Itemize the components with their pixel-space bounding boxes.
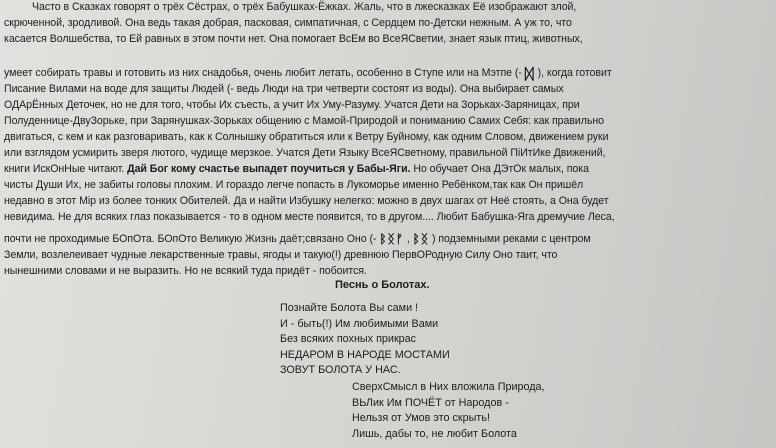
- prose-line: [4, 231, 772, 247]
- poem-title: Песнь о Болотах.: [335, 279, 430, 291]
- prose-line: Полуденнице-ДвуЗорьке, при Зарянушках-Зорьках общению с Мамой-Природой и пониманию Самих Себя: как правильно: [4, 115, 605, 127]
- prose-text: ,: [406, 233, 410, 245]
- poem-line: ВЬЛик Им ПОЧЁТ от Народов -: [352, 396, 509, 409]
- prose-line: ОДАрЁнных Деточек, но не для того, чтобы Их съесть, а учит Их Уму-Разуму. Учатся Дети на Зорьках-Заряницах, при: [4, 99, 580, 111]
- rune-glyph-icon: ᛒᛝ: [412, 232, 430, 246]
- prose-text: ), когда готовит: [537, 67, 612, 79]
- prose-line: касается Волшебства, то Ей равных в этом почти нет. Она помогает ВсЕм во ВсеЯСветии, знает язык птиц, животных,: [4, 33, 583, 45]
- prose-line: [4, 65, 772, 81]
- prose-line: скрюченной, зродливой. Она ведь такая добрая, пасковая, симпатичная, с Сердцем по-Детски нежным. А уж то, что: [4, 17, 572, 29]
- prose-text: умеет собирать травы и готовить из них снадобья, очень любит летать, особенно в Ступе или на Мэтпе (-: [4, 67, 522, 79]
- prose-line: или взглядом усмирить зверя лютого, чудище мерзкое. Учатся Дети Языку ВсеЯСветному, правильной ПіИтИке Движений,: [4, 147, 606, 159]
- poem-line: Без всяких похных прикрас: [280, 333, 417, 346]
- prose-text: почти не проходимые БОпОта. БОпОто Великую Жизнь даёт;связано Оно (-: [4, 233, 377, 245]
- poem-line: СверхСмысл в Них вложила Природа,: [352, 381, 545, 393]
- prose-line: чисты Души Их, не забиты головы плохим. И гораздо легче попасть в Лукоморье именно Ребёнком,так как Он пришёл: [4, 179, 584, 191]
- prose-line: двигаться, с кем и как разговаривать, как к Солнышку обратиться или к Ветру Буйному, как одним Словом, движением руки: [4, 131, 609, 143]
- prose-line: Земли, возлелеивает чудные лекарственные травы, ягоды и такую(!) древнюю ПервОРодную Силу Оно таит, что: [4, 249, 558, 261]
- poem-line: ЗОВУТ БОЛОТА У НАС.: [280, 364, 401, 377]
- rune-glyph-icon: ᛒᛝᚠ: [379, 232, 404, 246]
- prose-text: ) подземными реками с центром: [431, 233, 591, 245]
- prose-line: Писание Вилами на воде для защиты Людей (- ведь Люди на три четверти состоят из воды). Она выбирает самых: [4, 83, 564, 95]
- prose-line: недавно в этот Мір из более тонких Обителей. Да и найти Избушку нелегко: можно в двух шагах от Неё стоять, а Она будет: [4, 195, 609, 207]
- poem-line: Нельзя от Умов это скрыть!: [352, 412, 490, 425]
- paragraph-gap: [4, 47, 772, 65]
- poem-line: Лишь, дабы то, не любит Болота: [352, 427, 517, 440]
- rune-glyph-icon: ᛞ: [524, 65, 535, 81]
- prose-line: нынешними словами и не выразить. Но не всякий туда придёт - побоится.: [4, 265, 367, 277]
- poem-line: И - быть(!) Им любимыми Вами: [280, 317, 439, 330]
- prose-line: [4, 161, 772, 177]
- prose-block: [4, 0, 772, 279]
- prose-line: Часто в Сказках говорят о трёх Сёстрах, о трёх Бабушках-Ёжках. Жаль, что в лжесказках Её изображают злой,: [32, 1, 577, 13]
- prose-text: книги ИскОнНые читают.: [4, 163, 125, 175]
- poem-line: НЕДАРОМ В НАРОДЕ МОСТАМИ: [280, 348, 450, 361]
- poem-stanza-1: [280, 301, 450, 379]
- poem-stanza-2: [352, 380, 545, 442]
- poem-line: Познайте Болота Вы сами !: [280, 302, 419, 314]
- prose-line: невидима. Не для всяких глаз показывается - то в одном месте появится, то в другом.... Любит Бабушка-Яга дремучие Леса,: [4, 211, 615, 223]
- bold-phrase: Дай Бог кому счастье выпадет поучиться у Бабы-Яги.: [127, 163, 411, 175]
- prose-text: Но обучает Она ДЭтОк малых, пока: [413, 163, 589, 175]
